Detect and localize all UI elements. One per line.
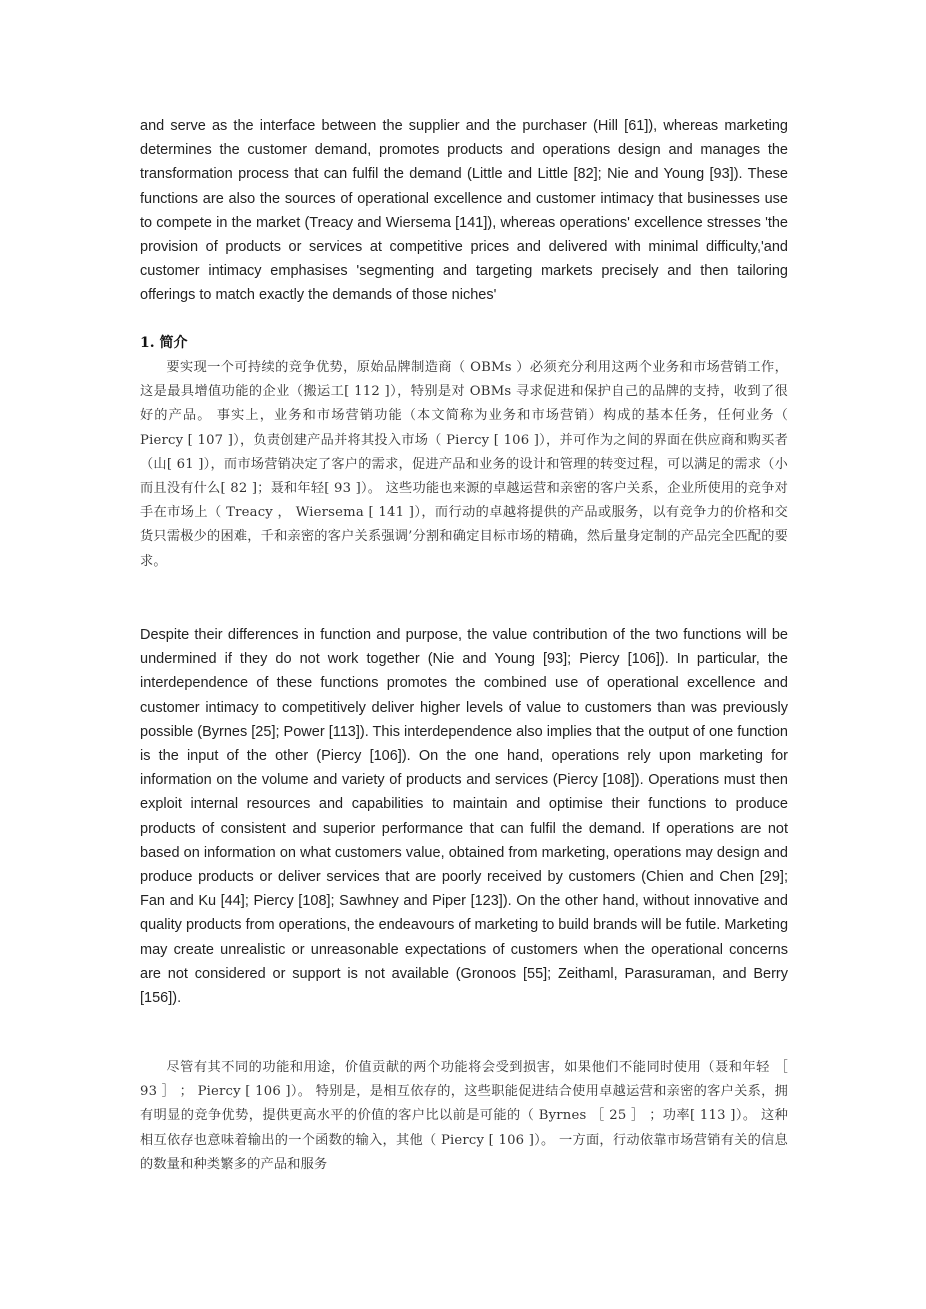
english-paragraph-intro: and serve as the interface between the supplier and the purchaser (Hill [61]), whereas marketing determines the customer demand, promotes products and operations design and manages the transformation process that can fulfil the demand (Little and Little [82]; Nie and Young [93]). These functions are also the sources of operational excellence and customer intimacy that businesses use to compete in the market (Treacy and Wiersema [141]), whereas operations' excellence stresses 'the provision of products or services at competitive prices and delivered with minimal difficulty,'and customer intimacy emphasises 'segmenting and targeting markets precisely and then tailoring offerings to match exactly the demands of those niches' — [140, 118, 788, 304]
chinese-paragraph-interdependence: 尽管有其不同的功能和用途，价值贡献的两个功能将会受到损害，如果他们不能同时使用（聂和年轻 ［ 93 ］ ； Piercy [ 106 ]）。 特别是，是相互依存的，这些职能促进结合使用卓越运营和亲密的客户关系，拥有明显的竞争优势，提供更高水平的价值的客户比以前是可能的（ Byrnes ［ 25 ］ ；功率[ 113 ]）。 这种相互依存也意味着输出的一个函数的输入，其他（ Piercy [ 106 ]）。 一方面，行动依靠市场营销有关的信息的数量和种类繁多的产品和服务 — [140, 1060, 788, 1172]
chinese-paragraph-intro: 要实现一个可持续的竞争优势，原始品牌制造商（ OBMs ）必须充分利用这两个业务和市场营销工作，这是最具增值功能的企业（搬运工[ 112 ]），特别是对 OBMs 寻求促进和保护自己的品牌的支持，收到了很好的产品。 事实上，业务和市场营销功能（本文简称为业务和市场营销）构成的基本任务，任何业务（ Piercy [ 107 ]），负责创建产品并将其投入市场（ Piercy [ 106 ]），并可作为之间的界面在供应商和购买者（山[ 61 ]），而市场营销决定了客户的需求，促进产品和业务的设计和管理的转变过程，可以满足的需求（小而且没有什么[ 82 ]；聂和年轻[ 93 ]）。 这些功能也来源的卓越运营和亲密的客户关系，企业所使用的竞争对手在市场上（ Treacy ， Wiersema [ 141 ]），而行动的卓越将提供的产品或服务，以有竞争力的价格和交货只需极少的困难，千和亲密的客户关系强调’分割和确定目标市场的精确，然后量身定制的产品完全匹配的要求。 — [140, 360, 788, 569]
english-paragraph-interdependence: Despite their differences in function and purpose, the value contribution of the two functions will be undermined if they do not work together (Nie and Young [93]; Piercy [106]). In particular, the interdependence of these functions promotes the combined use of operational excellence and customer intimacy to competitively deliver higher levels of value to customers than was previously possible (Byrnes [25]; Power [113]). This interdependence also implies that the output of one function is the input of the other (Piercy [106]). On the one hand, operations rely upon marketing for information on the volume and variety of products and services (Piercy [108]). Operations must then exploit internal resources and capabilities to maintain and optimise their functions to produce products of consistent and superior performance that can fulfil the demand. If operations are not based on information on what customers value, obtained from marketing, operations may design and produce products or deliver services that are poorly received by customers (Chien and Chen [29]; Fan and Ku [44]; Piercy [108]; Sawhney and Piper [123]). On the other hand, without innovative and quality products from operations, the endeavours of marketing to build brands will be futile. Marketing may create unrealistic or unreasonable expectations of customers when the operational concerns are not considered or support is not available (Gronoos [55]; Zeithaml, Parasuraman, and Berry [156]). — [140, 627, 789, 1007]
section-heading: 1. 简介 — [140, 335, 188, 351]
